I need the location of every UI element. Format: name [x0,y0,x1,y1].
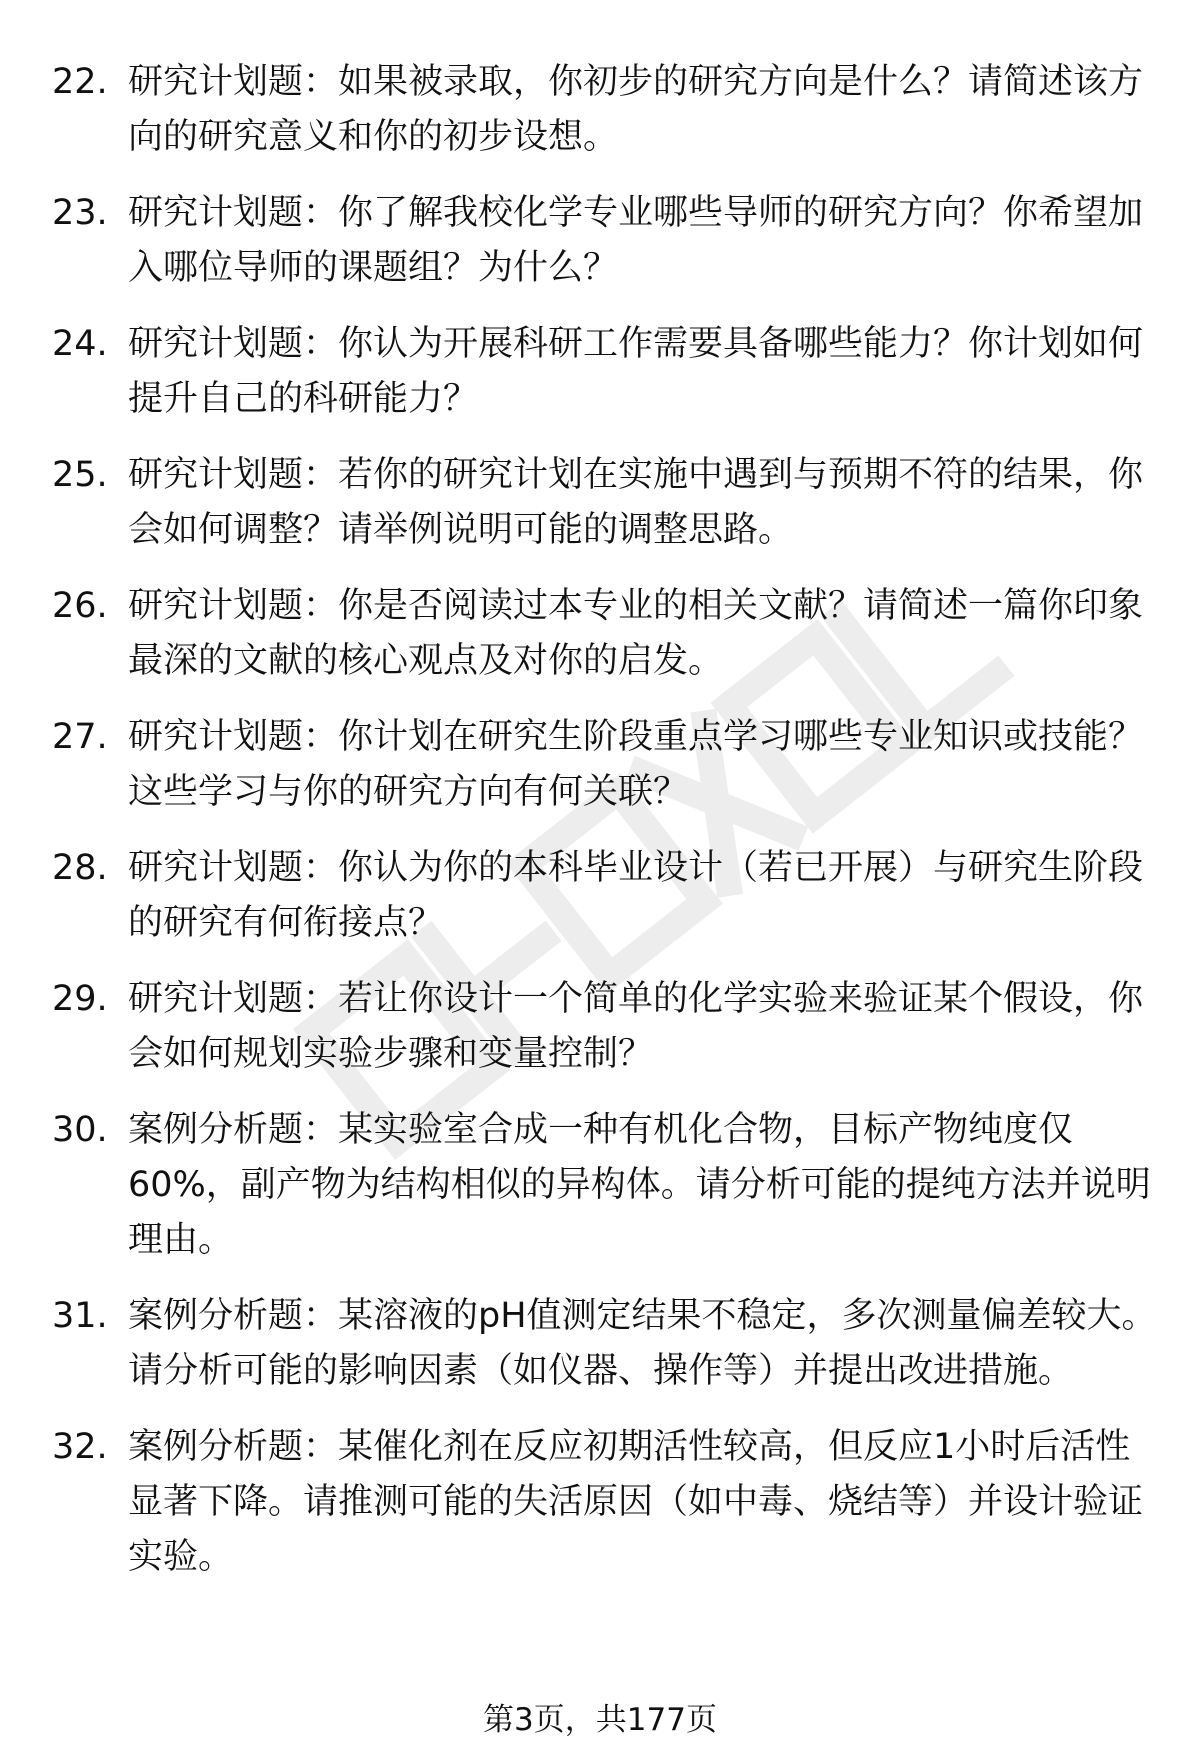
question-number: 25. [52,455,108,495]
question-item [52,710,1162,820]
question-text: 案例分析题：某实验室合成一种有机化合物，目标产物纯度仅60%，副产物为结构相似的异构体。请分析可能的提纯方法并说明理由。 [128,1110,1151,1260]
question-text: 案例分析题：某溶液的pH值测定结果不稳定，多次测量偏差较大。请分析可能的影响因素（如仪器、操作等）并提出改进措施。 [128,1296,1157,1391]
question-item [52,1420,1162,1585]
question-number: 26. [52,586,108,626]
question-item [52,841,1162,951]
question-item [52,186,1162,296]
question-number: 31. [52,1296,108,1336]
question-number: 29. [52,979,108,1019]
question-text: 研究计划题：你了解我校化学专业哪些导师的研究方向？你希望加入哪位导师的课题组？为什么？ [128,193,1144,288]
question-number: 32. [52,1427,108,1467]
question-item [52,448,1162,558]
question-text: 研究计划题：你计划在研究生阶段重点学习哪些专业知识或技能？这些学习与你的研究方向有何关联？ [128,717,1144,812]
question-text: 研究计划题：若让你设计一个简单的化学实验来验证某个假设，你会如何规划实验步骤和变量控制？ [128,979,1144,1074]
question-item [52,55,1162,165]
question-text: 研究计划题：如果被录取，你初步的研究方向是什么？请简述该方向的研究意义和你的初步设想。 [128,62,1144,157]
question-item [52,1289,1162,1399]
question-number: 27. [52,717,108,757]
question-number: 22. [52,62,108,102]
question-list [52,55,1162,1606]
question-item [52,972,1162,1082]
question-number: 28. [52,848,108,888]
question-text: 案例分析题：某催化剂在反应初期活性较高，但反应1小时后活性显著下降。请推测可能的失活原因（如中毒、烧结等）并设计验证实验。 [128,1427,1144,1577]
question-text: 研究计划题：你是否阅读过本专业的相关文献？请简述一篇你印象最深的文献的核心观点及对你的启发。 [128,586,1144,681]
question-number: 23. [52,193,108,233]
question-item [52,317,1162,427]
question-item [52,1103,1162,1268]
question-text: 研究计划题：你认为你的本科毕业设计（若已开展）与研究生阶段的研究有何衔接点？ [128,848,1144,943]
page-footer: 第3页，共177页 [483,1702,717,1738]
question-number: 24. [52,324,108,364]
question-number: 30. [52,1110,108,1150]
question-text: 研究计划题：若你的研究计划在实施中遇到与预期不符的结果，你会如何调整？请举例说明可能的调整思路。 [128,455,1144,550]
question-text: 研究计划题：你认为开展科研工作需要具备哪些能力？你计划如何提升自己的科研能力？ [128,324,1144,419]
question-item [52,579,1162,689]
